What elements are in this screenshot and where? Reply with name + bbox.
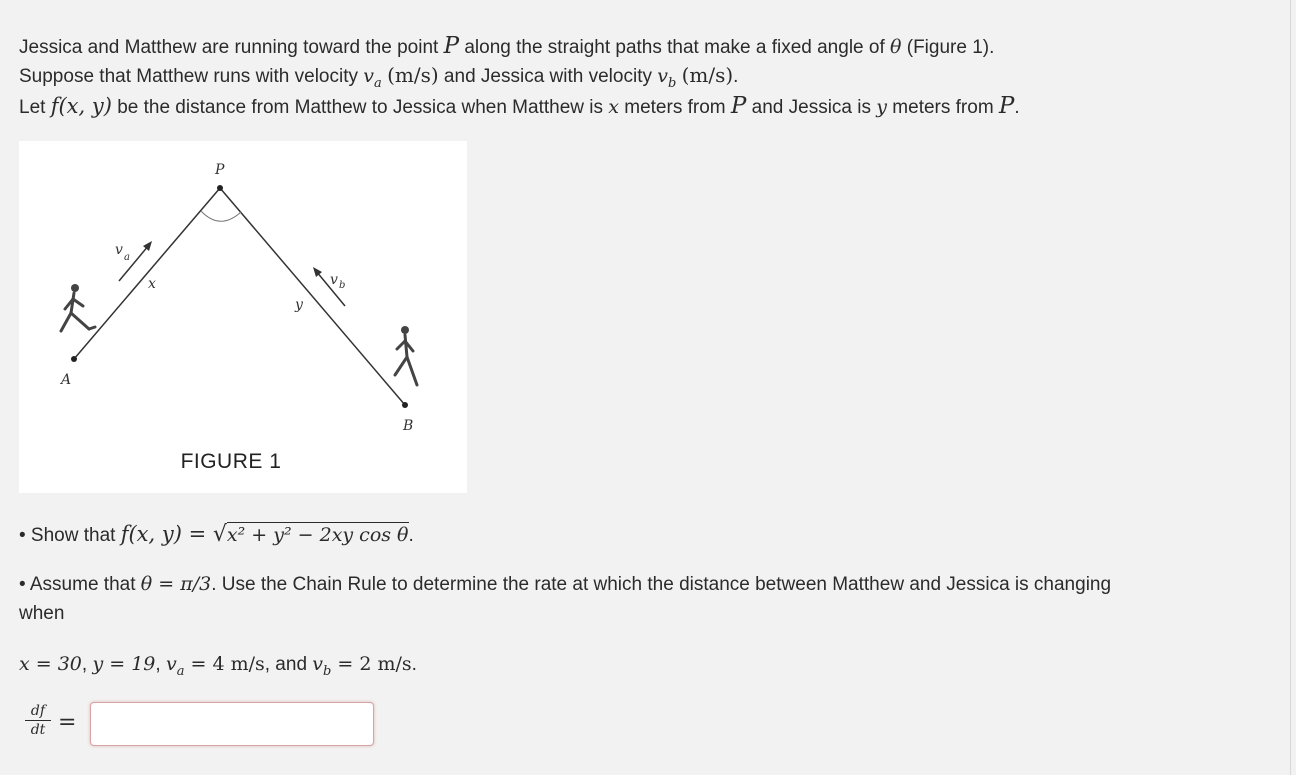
math-fxy: f(x, y) bbox=[50, 94, 112, 118]
math-P: P bbox=[443, 33, 460, 59]
text: . bbox=[411, 654, 417, 675]
math-v: v bbox=[312, 653, 324, 675]
text: (Figure 1). bbox=[901, 37, 995, 58]
math-sub-a: a bbox=[176, 663, 185, 679]
math-sub-b: b bbox=[323, 663, 332, 679]
math-sub-a: a bbox=[374, 75, 382, 91]
runner-jessica-icon bbox=[395, 326, 417, 385]
problem-line-2 bbox=[19, 63, 738, 91]
given-values bbox=[19, 653, 417, 679]
figure-diagram bbox=[19, 141, 467, 493]
label-vb: v bbox=[330, 272, 338, 288]
fraction-numerator: df bbox=[25, 703, 51, 721]
math-x-val: x = 30 bbox=[19, 653, 82, 675]
figure-1 bbox=[19, 141, 467, 493]
math-v: v bbox=[165, 653, 177, 675]
text: Suppose that Matthew runs with velocity bbox=[19, 66, 364, 87]
text: when bbox=[19, 603, 65, 624]
math-lhs: f(x, y) = bbox=[120, 522, 213, 546]
problem-line-1 bbox=[19, 33, 994, 59]
math-unit: (m/s) bbox=[681, 63, 734, 87]
equals-sign: = bbox=[58, 710, 77, 735]
math-v: v bbox=[363, 65, 375, 87]
text: . bbox=[733, 66, 739, 87]
text: Show that bbox=[25, 525, 121, 546]
bullet-dot: • bbox=[19, 525, 26, 546]
path-jessica bbox=[220, 188, 405, 405]
math-x: x bbox=[608, 96, 619, 118]
label-P: P bbox=[215, 162, 225, 178]
runner-matthew-icon bbox=[61, 284, 95, 331]
text: . bbox=[1014, 97, 1020, 118]
text: Assume that bbox=[25, 574, 141, 595]
angle-arc bbox=[201, 211, 241, 221]
text: and Jessica with velocity bbox=[438, 66, 658, 87]
answer-input[interactable] bbox=[90, 702, 374, 746]
problem-line-3 bbox=[19, 93, 1020, 119]
derivative-fraction bbox=[25, 703, 51, 738]
math-P: P bbox=[998, 93, 1015, 119]
figure-caption: FIGURE 1 bbox=[180, 450, 282, 473]
text: along the straight paths that make a fixed angle of bbox=[459, 37, 891, 58]
label-y: y bbox=[295, 297, 303, 313]
text: . Use the Chain Rule to determine the rate at which the distance between Matthew and Jessica is changing bbox=[211, 574, 1112, 595]
math-P: P bbox=[730, 93, 747, 119]
text: , and bbox=[264, 654, 313, 675]
text: , bbox=[155, 654, 166, 675]
math-va-val: = 4 m/s bbox=[184, 653, 265, 675]
math-unit: (m/s) bbox=[387, 63, 439, 87]
math-vb-val: = 2 m/s bbox=[331, 653, 412, 675]
math-theta: θ bbox=[890, 36, 902, 58]
bullet-assume-cont bbox=[19, 603, 64, 625]
math-radicand: x² + y² − 2xy cos θ bbox=[226, 524, 409, 546]
math-y-val: y = 19 bbox=[92, 653, 156, 675]
label-A: A bbox=[61, 372, 72, 388]
text: meters from bbox=[887, 97, 999, 118]
math-sub-b: b bbox=[667, 75, 677, 91]
point-B bbox=[402, 402, 408, 408]
label-va-sub: a bbox=[124, 252, 130, 263]
math-y: y bbox=[876, 96, 888, 118]
math-theta-eq: θ = π/3 bbox=[140, 573, 212, 595]
label-B: B bbox=[403, 418, 414, 434]
label-x: x bbox=[148, 276, 156, 292]
fraction-denominator: dt bbox=[30, 722, 46, 738]
bullet-show-that bbox=[19, 522, 414, 547]
sqrt-sign: √ bbox=[212, 522, 227, 547]
text: . bbox=[408, 525, 414, 546]
label-va: v bbox=[115, 242, 123, 258]
bullet-assume bbox=[19, 573, 1111, 596]
point-P bbox=[217, 185, 223, 191]
math-v: v bbox=[657, 65, 668, 87]
path-matthew bbox=[74, 188, 220, 359]
text: be the distance from Matthew to Jessica when Matthew is bbox=[111, 97, 609, 118]
label-vb-sub: b bbox=[339, 280, 346, 291]
text: Let bbox=[19, 97, 51, 118]
text: , bbox=[81, 654, 93, 675]
text: meters from bbox=[618, 97, 731, 118]
bullet-dot: • bbox=[19, 574, 26, 595]
point-A bbox=[71, 356, 77, 362]
text: and Jessica is bbox=[746, 97, 877, 118]
text: Jessica and Matthew are running toward the point bbox=[19, 37, 444, 58]
